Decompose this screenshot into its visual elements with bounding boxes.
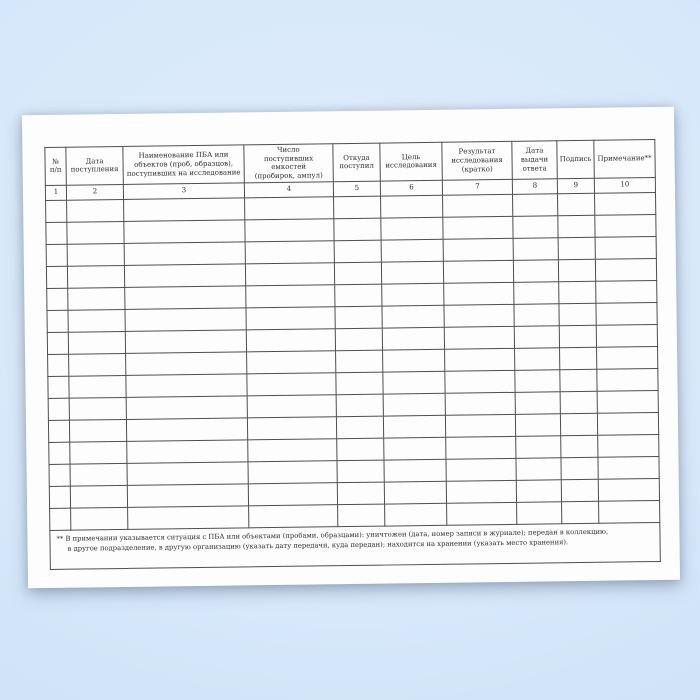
- empty-cell: [560, 369, 597, 391]
- empty-cell: [334, 196, 381, 219]
- empty-cell: [444, 304, 514, 327]
- empty-cell: [69, 353, 126, 376]
- empty-cell: [124, 242, 245, 266]
- empty-cell: [559, 281, 596, 303]
- empty-cell: [248, 482, 337, 505]
- empty-cell: [597, 390, 658, 413]
- empty-cell: [249, 504, 338, 527]
- empty-cell: [382, 305, 444, 328]
- empty-cell: [126, 374, 247, 398]
- empty-cell: [246, 328, 335, 351]
- empty-cell: [382, 283, 444, 306]
- column-number-6: 6: [380, 180, 442, 196]
- empty-cell: [513, 215, 558, 238]
- empty-cell: [446, 480, 516, 503]
- empty-cell: [445, 392, 515, 415]
- empty-cell: [71, 507, 128, 530]
- empty-cell: [127, 462, 248, 486]
- empty-cell: [247, 394, 336, 417]
- column-number-7: 7: [442, 179, 512, 195]
- empty-cell: [47, 310, 68, 332]
- empty-cell: [446, 458, 516, 481]
- empty-cell: [127, 484, 248, 508]
- empty-cell: [128, 506, 249, 530]
- empty-cell: [47, 332, 68, 354]
- empty-cell: [336, 350, 383, 373]
- empty-cell: [384, 437, 446, 460]
- empty-cell: [68, 331, 125, 354]
- empty-cell: [562, 501, 599, 523]
- empty-cell: [337, 482, 384, 505]
- empty-cell: [443, 216, 513, 239]
- column-header-5: Откуда поступил: [333, 143, 380, 181]
- empty-cell: [513, 237, 558, 260]
- empty-cell: [49, 464, 70, 486]
- empty-cell: [385, 503, 447, 526]
- empty-cell: [446, 436, 516, 459]
- empty-cell: [599, 500, 660, 523]
- footnote-line-1: ** В примечании указывается ситуация с ПБА или объектами (пробами, образцами): уничтожен (дата, номер записи в журнале); передан в коллекцию,: [56, 527, 609, 543]
- empty-cell: [248, 460, 337, 483]
- empty-cell: [444, 326, 514, 349]
- empty-cell: [246, 306, 335, 329]
- empty-cell: [596, 280, 657, 303]
- empty-cell: [245, 218, 334, 241]
- empty-cell: [558, 237, 595, 259]
- empty-cell: [515, 369, 560, 392]
- empty-cell: [124, 198, 245, 222]
- empty-cell: [443, 194, 513, 217]
- empty-cell: [70, 485, 127, 508]
- empty-cell: [595, 236, 656, 259]
- empty-cell: [515, 413, 560, 436]
- empty-cell: [67, 243, 124, 266]
- empty-cell: [560, 347, 597, 369]
- empty-cell: [559, 303, 596, 325]
- empty-cell: [70, 463, 127, 486]
- column-header-10: Примечание**: [594, 140, 655, 178]
- empty-cell: [245, 240, 334, 263]
- empty-cell: [335, 328, 382, 351]
- column-number-8: 8: [512, 178, 557, 194]
- empty-cell: [50, 508, 71, 530]
- column-header-3: Наименование ПБА или объектов (проб, образцов), поступивших на исследование: [123, 145, 244, 184]
- empty-cell: [67, 199, 124, 222]
- empty-cell: [596, 324, 657, 347]
- empty-cell: [561, 435, 598, 457]
- empty-cell: [381, 195, 443, 218]
- empty-cell: [125, 308, 246, 332]
- empty-cell: [124, 264, 245, 288]
- footnote-row: [50, 522, 660, 569]
- empty-cell: [514, 325, 559, 348]
- empty-cell: [513, 259, 558, 282]
- empty-cell: [247, 350, 336, 373]
- empty-cell: [443, 260, 513, 283]
- empty-cell: [335, 306, 382, 329]
- footnote-cell: [50, 522, 660, 569]
- column-number-4: 4: [244, 181, 333, 197]
- empty-cell: [558, 215, 595, 237]
- empty-cell: [69, 397, 126, 420]
- empty-cell: [444, 282, 514, 305]
- column-number-1: 1: [45, 185, 66, 200]
- empty-cell: [67, 265, 124, 288]
- empty-cell: [598, 478, 659, 501]
- empty-cell: [598, 434, 659, 457]
- empty-cell: [335, 284, 382, 307]
- empty-cell: [515, 391, 560, 414]
- empty-cell: [245, 196, 334, 219]
- empty-cell: [46, 244, 67, 266]
- empty-cell: [513, 193, 558, 216]
- empty-cell: [516, 479, 561, 502]
- empty-cell: [382, 327, 444, 350]
- column-number-3: 3: [123, 183, 244, 200]
- column-header-4: Число поступивших емкостей (пробирок, ампул): [244, 144, 333, 183]
- column-number-10: 10: [594, 177, 655, 193]
- journal-table: [44, 139, 660, 570]
- column-number-5: 5: [333, 181, 380, 197]
- empty-cell: [48, 398, 69, 420]
- empty-cell: [383, 371, 445, 394]
- column-header-2: Дата поступления: [66, 146, 123, 184]
- empty-cell: [126, 352, 247, 376]
- empty-cell: [381, 261, 443, 284]
- empty-cell: [245, 262, 334, 285]
- empty-cell: [515, 347, 560, 370]
- empty-cell: [68, 309, 125, 332]
- empty-cell: [445, 370, 515, 393]
- empty-cell: [338, 504, 385, 527]
- empty-cell: [47, 288, 68, 310]
- empty-cell: [125, 286, 246, 310]
- empty-cell: [597, 346, 658, 369]
- empty-cell: [69, 419, 126, 442]
- empty-cell: [384, 459, 446, 482]
- column-number-9: 9: [557, 178, 594, 193]
- empty-cell: [126, 396, 247, 420]
- empty-cell: [127, 440, 248, 464]
- empty-cell: [124, 220, 245, 244]
- empty-cell: [447, 502, 517, 525]
- empty-cell: [381, 239, 443, 262]
- paper-sheet: [22, 107, 680, 588]
- empty-cell: [69, 375, 126, 398]
- empty-cell: [68, 287, 125, 310]
- empty-cell: [514, 303, 559, 326]
- empty-cell: [247, 372, 336, 395]
- empty-cell: [46, 200, 67, 222]
- empty-cell: [561, 479, 598, 501]
- empty-cell: [67, 221, 124, 244]
- empty-cell: [561, 457, 598, 479]
- column-number-2: 2: [66, 184, 123, 200]
- empty-cell: [248, 438, 337, 461]
- column-header-6: Цель исследования: [380, 142, 442, 180]
- empty-cell: [46, 222, 67, 244]
- empty-cell: [49, 486, 70, 508]
- empty-cell: [381, 217, 443, 240]
- empty-cell: [334, 240, 381, 263]
- empty-cell: [595, 258, 656, 281]
- empty-cell: [383, 415, 445, 438]
- empty-cell: [383, 393, 445, 416]
- empty-cell: [48, 376, 69, 398]
- empty-cell: [516, 435, 561, 458]
- empty-cell: [48, 354, 69, 376]
- empty-cell: [517, 501, 562, 524]
- empty-cell: [598, 456, 659, 479]
- empty-cell: [594, 192, 655, 215]
- empty-cell: [383, 349, 445, 372]
- empty-cell: [443, 238, 513, 261]
- empty-cell: [337, 438, 384, 461]
- empty-cell: [126, 418, 247, 442]
- empty-cell: [384, 481, 446, 504]
- empty-cell: [596, 302, 657, 325]
- empty-cell: [597, 368, 658, 391]
- empty-cell: [46, 266, 67, 288]
- empty-cell: [445, 414, 515, 437]
- empty-cell: [336, 372, 383, 395]
- empty-cell: [560, 413, 597, 435]
- column-header-9: Подпись: [557, 140, 594, 178]
- empty-cell: [336, 416, 383, 439]
- empty-cell: [445, 348, 515, 371]
- empty-cell: [334, 218, 381, 241]
- empty-cell: [595, 214, 656, 237]
- empty-cell: [559, 325, 596, 347]
- column-header-1: № п/п: [45, 147, 66, 185]
- empty-cell: [558, 259, 595, 281]
- empty-cell: [125, 330, 246, 354]
- empty-cell: [247, 416, 336, 439]
- empty-cell: [514, 281, 559, 304]
- column-header-8: Дата выдачи ответа: [512, 141, 557, 179]
- empty-cell: [49, 442, 70, 464]
- empty-cell: [516, 457, 561, 480]
- empty-cell: [560, 391, 597, 413]
- empty-cell: [336, 394, 383, 417]
- empty-cell: [597, 412, 658, 435]
- empty-cell: [246, 284, 335, 307]
- empty-cell: [337, 460, 384, 483]
- empty-cell: [70, 441, 127, 464]
- empty-cell: [48, 420, 69, 442]
- empty-cell: [558, 193, 595, 215]
- footnote-line-2: в другое подразделение, в другую организацию (указать дату передачи, куда передан); находится на хранении (указать место хранения).: [67, 538, 569, 553]
- empty-cell: [334, 262, 381, 285]
- column-header-7: Результат исследования (кратко): [442, 141, 512, 180]
